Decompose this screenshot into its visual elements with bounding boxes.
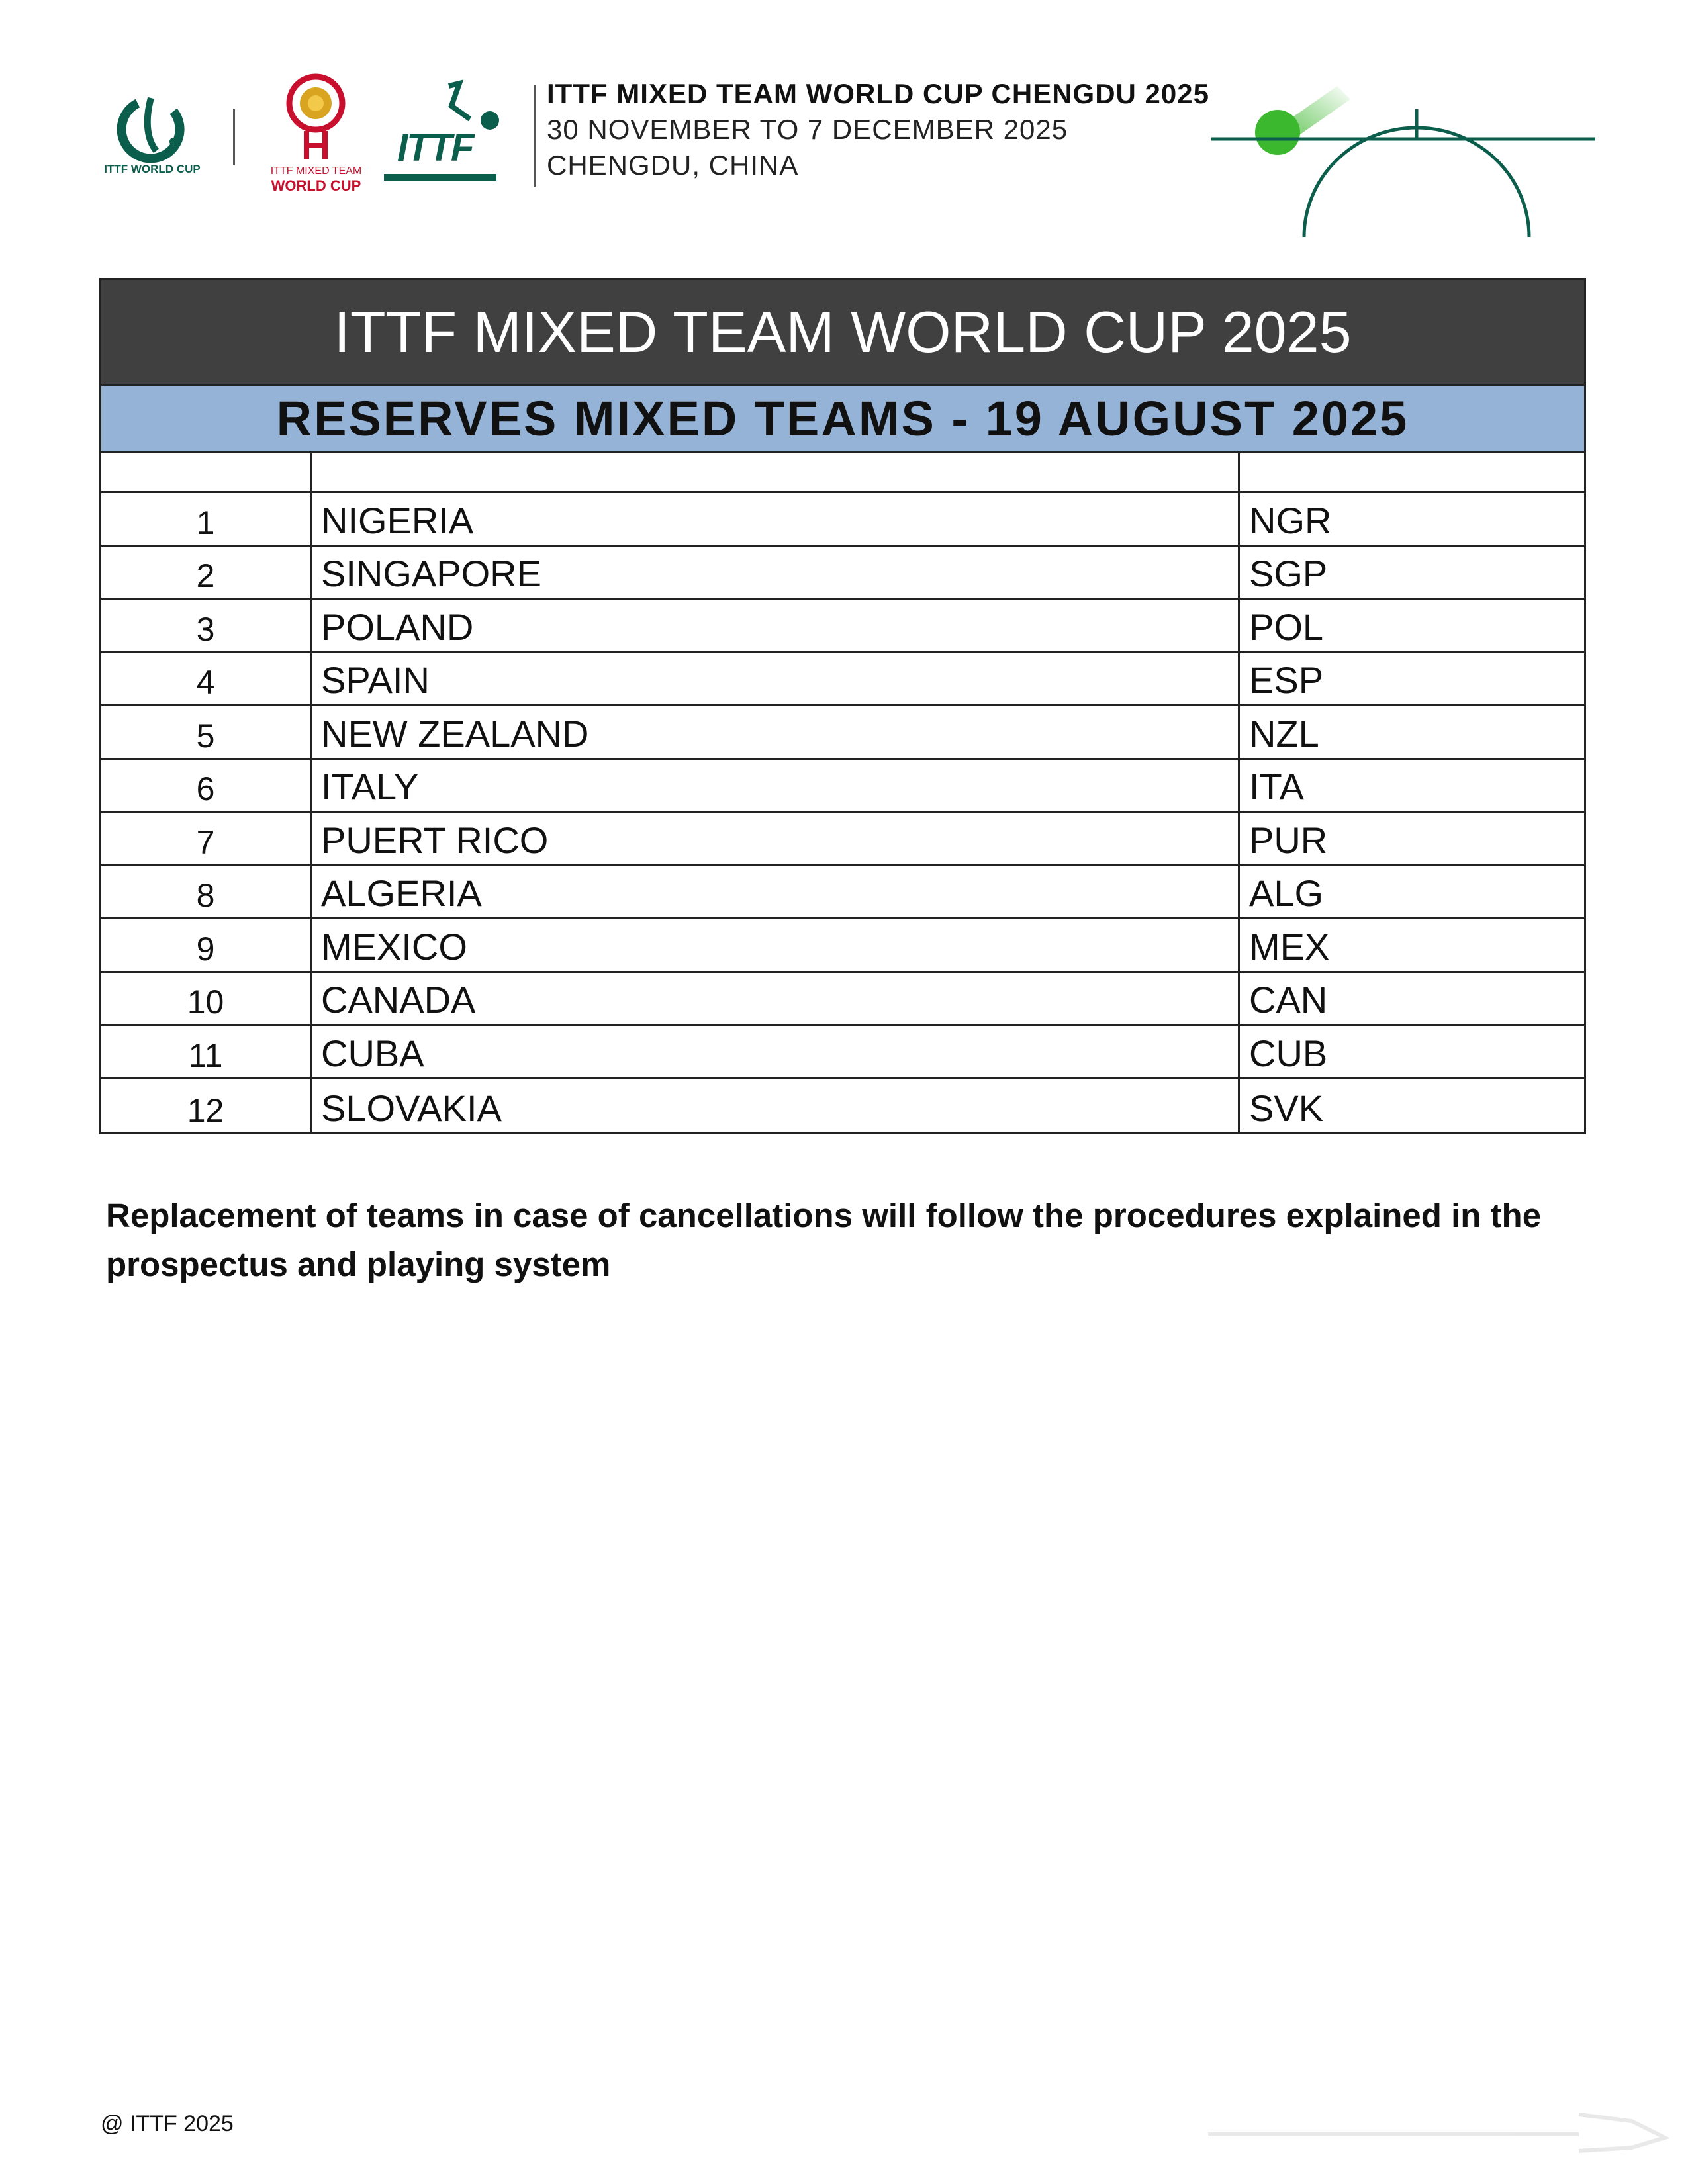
country-cell: MEXICO <box>312 919 1240 971</box>
table-subtitle: RESERVES MIXED TEAMS - 19 AUGUST 2025 <box>101 386 1584 453</box>
country-cell: ITALY <box>312 760 1240 811</box>
country-cell: SLOVAKIA <box>312 1079 1240 1133</box>
table-row <box>101 973 1584 1026</box>
table-row <box>101 866 1584 920</box>
rank-cell: 12 <box>101 1079 312 1133</box>
replacement-note: Replacement of teams in case of cancellations will follow the procedures explained in the prospectus and playing system <box>106 1197 1542 1283</box>
ittf-world-cup-logo <box>99 91 205 184</box>
country-code-cell: NGR <box>1249 499 1332 541</box>
table-row <box>101 653 1584 707</box>
title-separator <box>534 85 536 187</box>
country-cell: ALGERIA <box>312 866 1240 918</box>
table-row <box>101 760 1584 813</box>
table-row <box>101 813 1584 866</box>
rank-cell: 6 <box>101 760 312 811</box>
reserves-table <box>99 278 1586 1134</box>
country-code-cell: CUB <box>1249 1032 1328 1074</box>
ittf-logo-text: ITTF <box>397 126 473 169</box>
table-row <box>101 547 1584 600</box>
country-cell: POLAND <box>312 600 1240 651</box>
country-cell: CUBA <box>312 1026 1240 1077</box>
country-code-cell: SVK <box>1249 1087 1324 1129</box>
ittf-logo <box>377 79 503 192</box>
table-row <box>101 600 1584 653</box>
world-cup-emblem-icon <box>99 91 205 164</box>
mixed-team-world-cup-logo <box>261 71 371 194</box>
country-cell: SINGAPORE <box>312 547 1240 598</box>
table-row <box>101 1079 1584 1133</box>
country-code-cell: POL <box>1249 606 1324 648</box>
copyright-footer: @ ITTF 2025 <box>101 2111 234 2136</box>
rank-cell: 5 <box>101 706 312 758</box>
rank-cell: 2 <box>101 547 312 598</box>
country-code-cell: CAN <box>1249 979 1328 1021</box>
country-cell: NEW ZEALAND <box>312 706 1240 758</box>
country-code-cell: SGP <box>1249 553 1328 594</box>
table-title: ITTF MIXED TEAM WORLD CUP 2025 <box>101 280 1584 386</box>
empty-cell <box>1240 453 1584 491</box>
event-dates: 30 NOVEMBER TO 7 DECEMBER 2025 <box>547 114 1068 145</box>
table-row <box>101 493 1584 547</box>
country-code-cell: ESP <box>1249 659 1324 701</box>
trophy-emblem-icon <box>261 71 371 164</box>
country-code-cell: ALG <box>1249 872 1324 914</box>
country-cell: CANADA <box>312 973 1240 1024</box>
country-cell: PUERT RICO <box>312 813 1240 864</box>
rank-cell: 4 <box>101 653 312 705</box>
world-cup-logo-text: ITTF WORLD CUP <box>104 163 201 175</box>
event-title: ITTF MIXED TEAM WORLD CUP CHENGDU 2025 <box>547 78 1209 109</box>
table-row <box>101 1026 1584 1079</box>
event-city: CHENGDU, CHINA <box>547 150 799 181</box>
empty-cell <box>312 453 1240 491</box>
rank-cell: 3 <box>101 600 312 651</box>
watermark-stamp <box>1208 2101 1671 2154</box>
rank-cell: 1 <box>101 493 312 545</box>
mixed-team-logo-text: ITTF MIXED TEAM <box>270 165 362 177</box>
country-code-cell: PUR <box>1249 819 1328 861</box>
rank-cell: 11 <box>101 1026 312 1077</box>
country-code-cell: MEX <box>1249 925 1330 968</box>
rank-cell: 7 <box>101 813 312 864</box>
table-row <box>101 919 1584 973</box>
table-tennis-decoration-icon <box>1211 73 1609 238</box>
logo-separator <box>233 109 235 165</box>
rank-cell: 9 <box>101 919 312 971</box>
country-code-cell: ITA <box>1249 766 1304 807</box>
table-row <box>101 706 1584 760</box>
rank-cell: 8 <box>101 866 312 918</box>
country-cell: SPAIN <box>312 653 1240 705</box>
table-empty-row <box>101 453 1584 493</box>
rank-cell: 10 <box>101 973 312 1024</box>
country-code-cell: NZL <box>1249 712 1319 754</box>
empty-cell <box>101 453 312 491</box>
mixed-team-logo-subtext: WORLD CUP <box>271 177 361 194</box>
country-cell: NIGERIA <box>312 493 1240 545</box>
